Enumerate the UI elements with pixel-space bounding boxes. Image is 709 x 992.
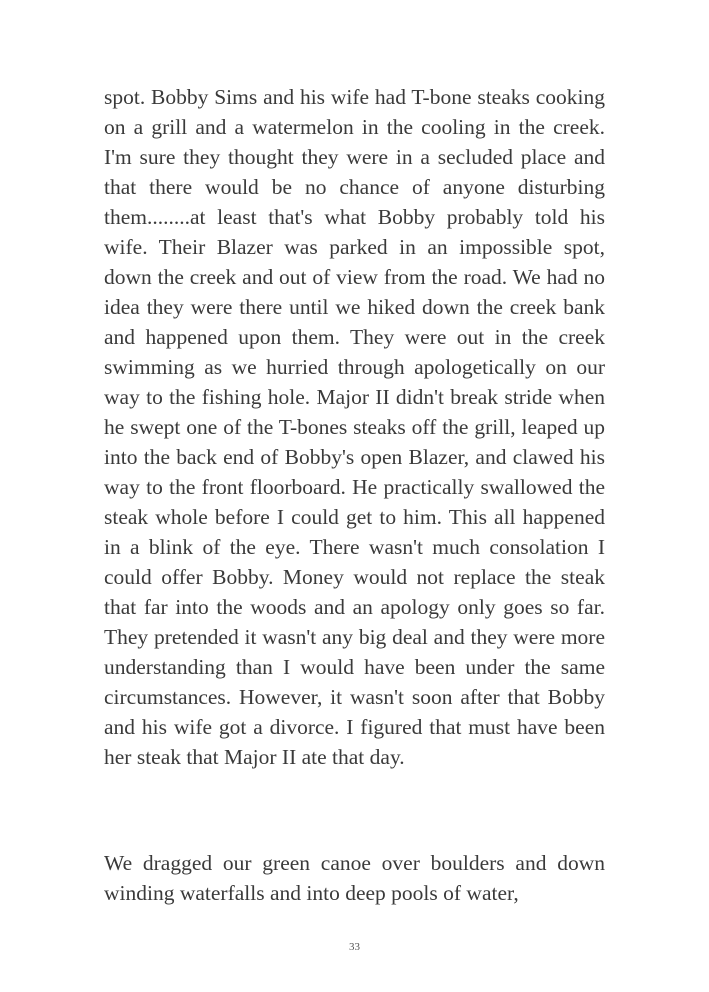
body-paragraph: spot. Bobby Sims and his wife had T-bone steaks cooking on a grill and a watermelon in the cooling in the creek. I'm sure they thought they were in a secluded place and that there would be no chance of anyone disturbing them........at least that's what Bobby probably told his wife. Their Blazer was parked in an impossible spot, down the creek and out of view from the road. We had no idea they were there until we hiked down the creek bank and happened upon them. They were out in the creek swimming as we hurried through apologetically on our way to the fishing hole. Major II didn't break stride when he swept one of the T-bones steaks off the grill, leaped up into the back end of Bobby's open Blazer, and clawed his way to the front floorboard. He practically swallowed the steak whole before I could get to him. This all happened in a blink of the eye. There wasn't much consolation I could offer Bobby. Money would not replace the steak that far into the woods and an apology only goes so far. They pretended it wasn't any big deal and they were more understanding than I would have been under the same circumstances. However, it wasn't soon after that Bobby and his wife got a divorce. I figured that must have been her steak that Major II ate that day.: [104, 85, 605, 769]
page-number: 33: [349, 941, 360, 953]
body-paragraph: We dragged our green canoe over boulders and down winding waterfalls and into deep pools of water,: [104, 851, 605, 905]
